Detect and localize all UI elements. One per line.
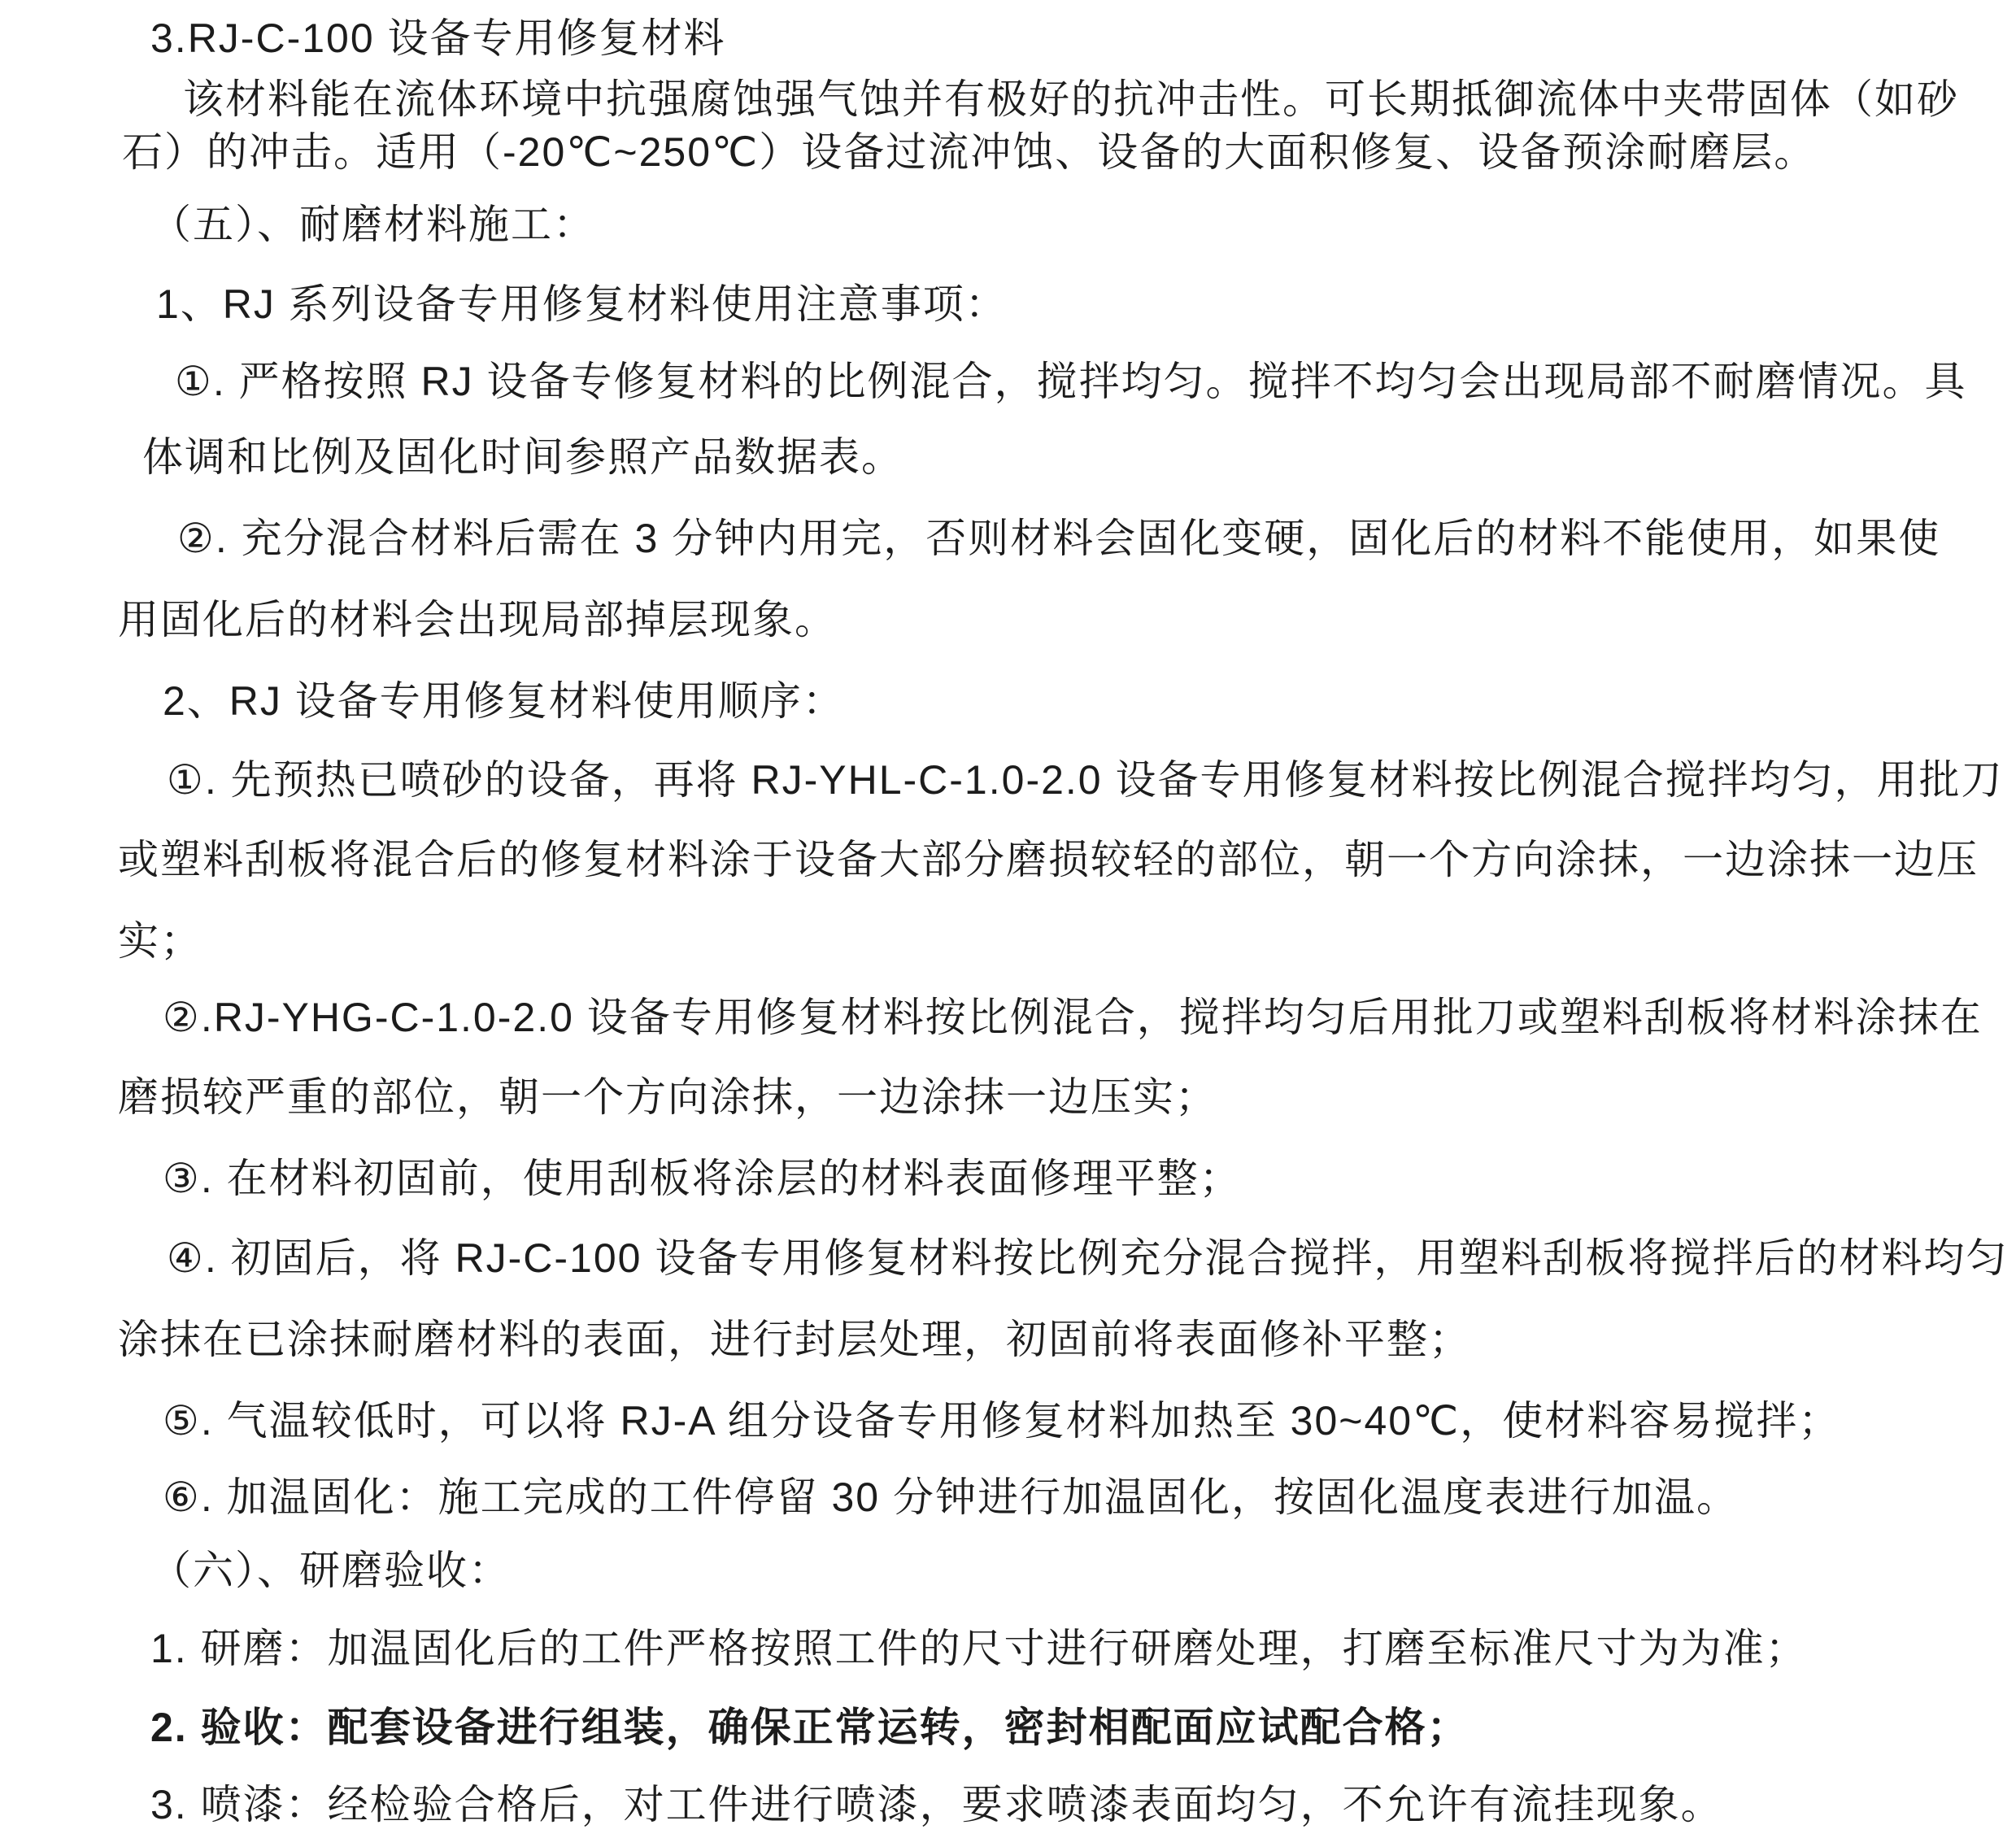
para-acceptance: 2. 验收：配套设备进行组装，确保正常运转，密封相配面应试配合格； <box>150 1705 1470 1750</box>
para-step-2-line-1: ②.RJ-YHG-C-1.0-2.0 设备专用修复材料按比例混合，搅拌均匀后用批刀或塑料刮板将材料涂抹在 <box>163 995 1983 1040</box>
para-step-1-line-1: ①. 先预热已喷砂的设备，再将 RJ-YHL-C-1.0-2.0 设备专用修复材料按比例混合搅拌均匀，用批刀 <box>167 757 2004 803</box>
para-precaution-2-line-2: 用固化后的材料会出现局部掉层现象。 <box>118 597 837 642</box>
para-precaution-1-line-2: 体调和比例及固化时间参照产品数据表。 <box>142 434 903 480</box>
heading-item-1-precautions: 1、RJ 系列设备专用修复材料使用注意事项： <box>156 281 1008 327</box>
para-step-4-line-1: ④. 初固后，将 RJ-C-100 设备专用修复材料按比例充分混合搅拌，用塑料刮板将搅拌后的材料均匀 <box>167 1235 2009 1281</box>
heading-rj-c-100-material: 3.RJ-C-100 设备专用修复材料 <box>150 15 726 61</box>
para-step-1-line-3: 实； <box>118 918 202 964</box>
para-painting: 3. 喷漆：经检验合格后，对工件进行喷漆，要求喷漆表面均匀，不允许有流挂现象。 <box>150 1782 1723 1827</box>
para-precaution-1-line-1: ①. 严格按照 RJ 设备专修复材料的比例混合，搅拌均匀。搅拌不均匀会出现局部不耐磨情况。具 <box>175 359 1967 404</box>
para-step-2-line-2: 磨损较严重的部位，朝一个方向涂抹，一边涂抹一边压实； <box>118 1074 1217 1120</box>
heading-item-2-usage-order: 2、RJ 设备专用修复材料使用顺序： <box>163 678 845 724</box>
para-step-5: ⑤. 气温较低时，可以将 RJ-A 组分设备专用修复材料加热至 30~40℃，使材料容易搅拌； <box>163 1398 1841 1444</box>
para-step-1-line-2: 或塑料刮板将混合后的修复材料涂于设备大部分磨损较轻的部位，朝一个方向涂抹，一边涂抹一边压 <box>118 837 1979 882</box>
heading-section-6-inspection: （六）、研磨验收： <box>150 1548 511 1593</box>
para-precaution-2-line-1: ②. 充分混合材料后需在 3 分钟内用完，否则材料会固化变硬，固化后的材料不能使用，如果使 <box>177 516 1941 561</box>
heading-section-5-construction: （五）、耐磨材料施工： <box>150 202 595 247</box>
para-step-3: ③. 在材料初固前，使用刮板将涂层的材料表面修理平整； <box>163 1156 1242 1201</box>
para-step-6: ⑥. 加温固化：施工完成的工件停留 30 分钟进行加温固化，按固化温度表进行加温。 <box>163 1474 1740 1520</box>
para-grinding: 1. 研磨：加温固化后的工件严格按照工件的尺寸进行研磨处理，打磨至标准尺寸为为准； <box>150 1626 1808 1671</box>
para-material-desc-line-1: 该材料能在流体环境中抗强腐蚀强气蚀并有极好的抗冲击性。可长期抵御流体中夹带固体（如砂 <box>183 76 1959 122</box>
para-step-4-line-2: 涂抹在已涂抹耐磨材料的表面，进行封层处理，初固前将表面修补平整； <box>118 1317 1471 1362</box>
para-material-desc-line-2: 石）的冲击。适用（-20℃~250℃）设备过流冲蚀、设备的大面积修复、设备预涂耐磨层。 <box>122 129 1817 175</box>
